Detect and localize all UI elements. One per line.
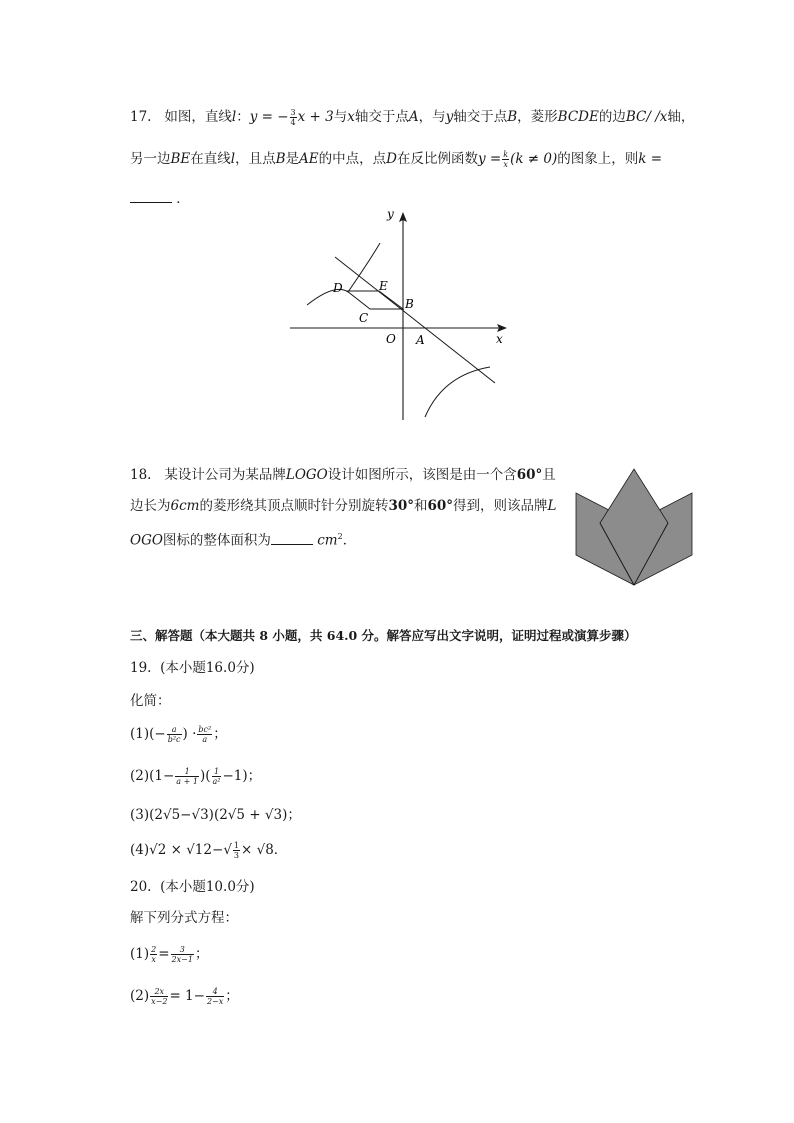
- q19-score: (本小题16.0分): [160, 660, 255, 676]
- q20-part1: (1) $\frac{2}{x}$ = $\frac{3}{2x-1}$ ；: [130, 945, 209, 964]
- math-60deg: 60°: [516, 467, 543, 483]
- q17-text: 的中点，点: [318, 151, 387, 167]
- q17-text: ，与: [418, 109, 446, 125]
- math-BC-parallel: BC/ /x: [625, 109, 668, 125]
- q19-number: 19.: [130, 660, 152, 676]
- q19-header: [130, 659, 255, 677]
- q18-text: 图标的整体面积为: [162, 532, 271, 549]
- q17-figure: [285, 205, 510, 425]
- fraction-k-x: $\frac{k}{x}$: [503, 150, 509, 169]
- q17-number: 17.: [130, 109, 152, 125]
- math-logo: LOGO: [285, 467, 328, 483]
- math-D: D: [386, 151, 397, 167]
- q17-text: 的边: [598, 109, 626, 125]
- q17-text: 如图，直线: [164, 109, 232, 125]
- q18-line3: [130, 528, 356, 550]
- q17-line3: [130, 190, 190, 208]
- q18-text: 且: [542, 467, 556, 483]
- math-60deg: 60°: [427, 498, 454, 514]
- math-line-eq: y = −: [249, 109, 289, 125]
- q18-text: 设计如图所示，该图是由一个含: [327, 467, 517, 483]
- q17-text: 的图象上，则: [557, 151, 639, 167]
- q17-text: 是: [285, 151, 300, 167]
- math-B: B: [507, 109, 518, 125]
- q17-text: ，菱形: [517, 109, 558, 125]
- q18-text: 和: [414, 498, 428, 514]
- q17-text: 轴交于点: [354, 109, 409, 125]
- math-l: l: [230, 151, 236, 167]
- label-A: A: [416, 333, 425, 347]
- q18-line1: [130, 466, 556, 484]
- math-l: l: [231, 109, 237, 125]
- q19-part3: (3)(2√5−√3)(2√5 + √3)；: [130, 807, 301, 823]
- q20-instruction: 解下列分式方程：: [130, 910, 238, 926]
- q19-instruction: 化简：: [130, 693, 171, 709]
- label-E: E: [379, 279, 388, 293]
- q19-part1: (1)(− $\frac{a}{\text{b²c}}$ ) · $\frac{\text{bc²}}{a}$ ；: [130, 725, 227, 744]
- q20-part2: (2) $\frac{2x}{x-2}$ = 1− $\frac{4}{2-x}$ ；: [130, 987, 239, 1006]
- q17-text: 轴，: [667, 109, 695, 125]
- q19-part4: (4)√2 × √12−√ $\frac{1}{3}$ × √8．: [130, 841, 288, 860]
- hyperbola-branch-lower: [425, 367, 490, 417]
- label-O: O: [386, 332, 396, 346]
- math-A: A: [408, 109, 419, 125]
- label-y: y: [387, 207, 394, 221]
- q18-line2: [130, 497, 557, 515]
- q19-part2: (2)(1− $\frac{1}{a + 1}$ )( $\frac{1}{\text{a²}}$ −1)；: [130, 767, 262, 786]
- q17-text: 另一边: [130, 151, 171, 167]
- q20-header: [130, 878, 255, 896]
- label-B: B: [405, 297, 414, 311]
- q17-text: 与: [333, 109, 348, 125]
- label-D: D: [333, 281, 343, 295]
- label-x: x: [496, 332, 503, 346]
- math-func-y: y =: [477, 151, 502, 167]
- math-unit: cm: [317, 532, 338, 549]
- math-B: B: [275, 151, 286, 167]
- math-k-condition: (k ≠ 0): [510, 151, 558, 167]
- math-unit-exp: 2: [337, 532, 343, 541]
- hyperbola-branch-upper: [307, 243, 380, 305]
- math-L: L: [547, 498, 557, 514]
- q18-text: ．: [342, 532, 357, 549]
- answer-blank: [271, 532, 313, 545]
- q17-line2: [130, 150, 662, 169]
- math-x: x: [347, 109, 355, 125]
- math-AE: AE: [299, 151, 319, 167]
- math-30deg: 30°: [388, 498, 414, 514]
- math-k-eq: k =: [638, 151, 663, 167]
- q18-text: 边长为: [130, 498, 171, 514]
- q20-number: 20.: [130, 879, 152, 895]
- q18-number: 18.: [130, 467, 152, 483]
- q18-text: 某设计公司为某品牌: [164, 467, 286, 483]
- q20-score: (本小题10.0分): [160, 879, 255, 895]
- math-line-rest: x + 3: [297, 109, 334, 125]
- rhombus-bcde: [347, 291, 403, 309]
- q17-text: ．: [176, 191, 190, 207]
- q17-text: 在直线: [190, 151, 231, 167]
- math-BE: BE: [170, 151, 191, 167]
- math-OGO: OGO: [130, 532, 163, 549]
- fraction-3-4: $\frac{3}{4}$: [290, 108, 296, 127]
- math-6cm: 6cm: [170, 498, 200, 514]
- q17-text: 轴交于点: [453, 109, 508, 125]
- q17-line1: 17. 如图，直线l：y = − $\frac{3}{4}$ x + 3与x轴交于点A，与y轴交于点B，菱形BCDE的边BC/ /x轴，: [130, 108, 695, 127]
- label-C: C: [359, 311, 369, 325]
- math-y: y: [445, 109, 454, 125]
- q18-text: 得到，则该品牌: [453, 498, 548, 514]
- q18-logo-figure: [572, 465, 694, 587]
- q18-text: 的菱形绕其顶点顺时针分别旋转: [199, 498, 389, 514]
- q17-text: ，且点: [235, 151, 276, 167]
- math-BCDE: BCDE: [557, 109, 599, 125]
- section-3-title: 三、解答题（本大题共 8 小题，共 64.0 分。解答应写出文字说明，证明过程或演算步骤）: [130, 628, 637, 643]
- answer-blank: [130, 190, 172, 203]
- q17-text: 在反比例函数: [396, 151, 478, 167]
